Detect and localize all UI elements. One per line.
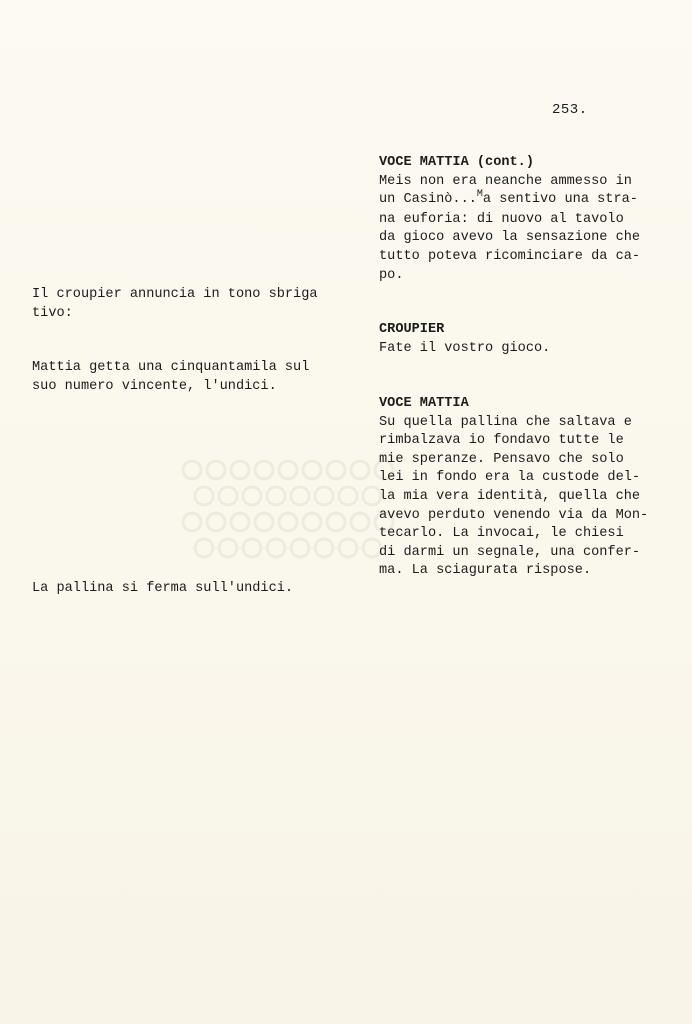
speaker-heading: VOCE MATTIA [379,396,469,411]
dialogue-line: Su quella pallina che saltava e [379,414,632,430]
speaker-heading: CROUPIER [379,322,445,337]
action-text: Il croupier annuncia in tono sbriga [32,287,318,302]
dialogue-line: na euforia: di nuovo al tavolo [379,211,624,227]
action-line [32,286,318,305]
page-number: 253. [552,102,588,118]
dialogue-line: di darmi un segnale, una confer- [379,544,641,560]
dialogue-line: tutto poteva ricominciare da ca- [379,248,641,264]
dialogue-line: avevo perduto venendo via da Mon- [379,507,649,523]
dialogue-voce-mattia [379,395,648,581]
dialogue-line: Fate il vostro gioco. [379,340,551,356]
dialogue-croupier [379,321,550,358]
dialogue-line: la mia vera identità, quella che [379,488,641,504]
dialogue-line: lei in fondo era la custode del- [379,470,641,486]
dialogue-text: un Casinò... [379,192,477,208]
action-line: Mattia getta una cinquantamila sul [32,360,310,375]
dialogue-line: da gioco avevo la sensazione che [379,230,641,246]
dialogue-line: tecarlo. La invocai, le chiesi [379,526,624,542]
action-line: suo numero vincente, l'undici. [32,378,277,394]
watermark-stamp [178,456,406,574]
dialogue-voce-mattia-cont [379,154,640,285]
left-action-ball-stops [32,580,293,599]
superscript-correction: M [476,189,483,201]
dialogue-line [379,191,640,211]
left-action-croupier [32,286,318,323]
action-line: La pallina si ferma sull'undici. [32,581,294,596]
dialogue-text: a sentivo una stra- [482,192,638,208]
dialogue-line: rimbalzava io fondavo tutte le [379,433,624,449]
dialogue-line: mie speranze. Pensavo che solo [379,451,624,467]
dialogue-line: Meis non era neanche ammesso in [379,173,632,189]
dialogue-line: po. [379,267,404,283]
action-line: tivo: [32,305,73,321]
left-action-mattia-bet [32,359,309,396]
dialogue-line: ma. La sciagurata rispose. [379,563,592,579]
speaker-heading: VOCE MATTIA (cont.) [379,155,534,170]
